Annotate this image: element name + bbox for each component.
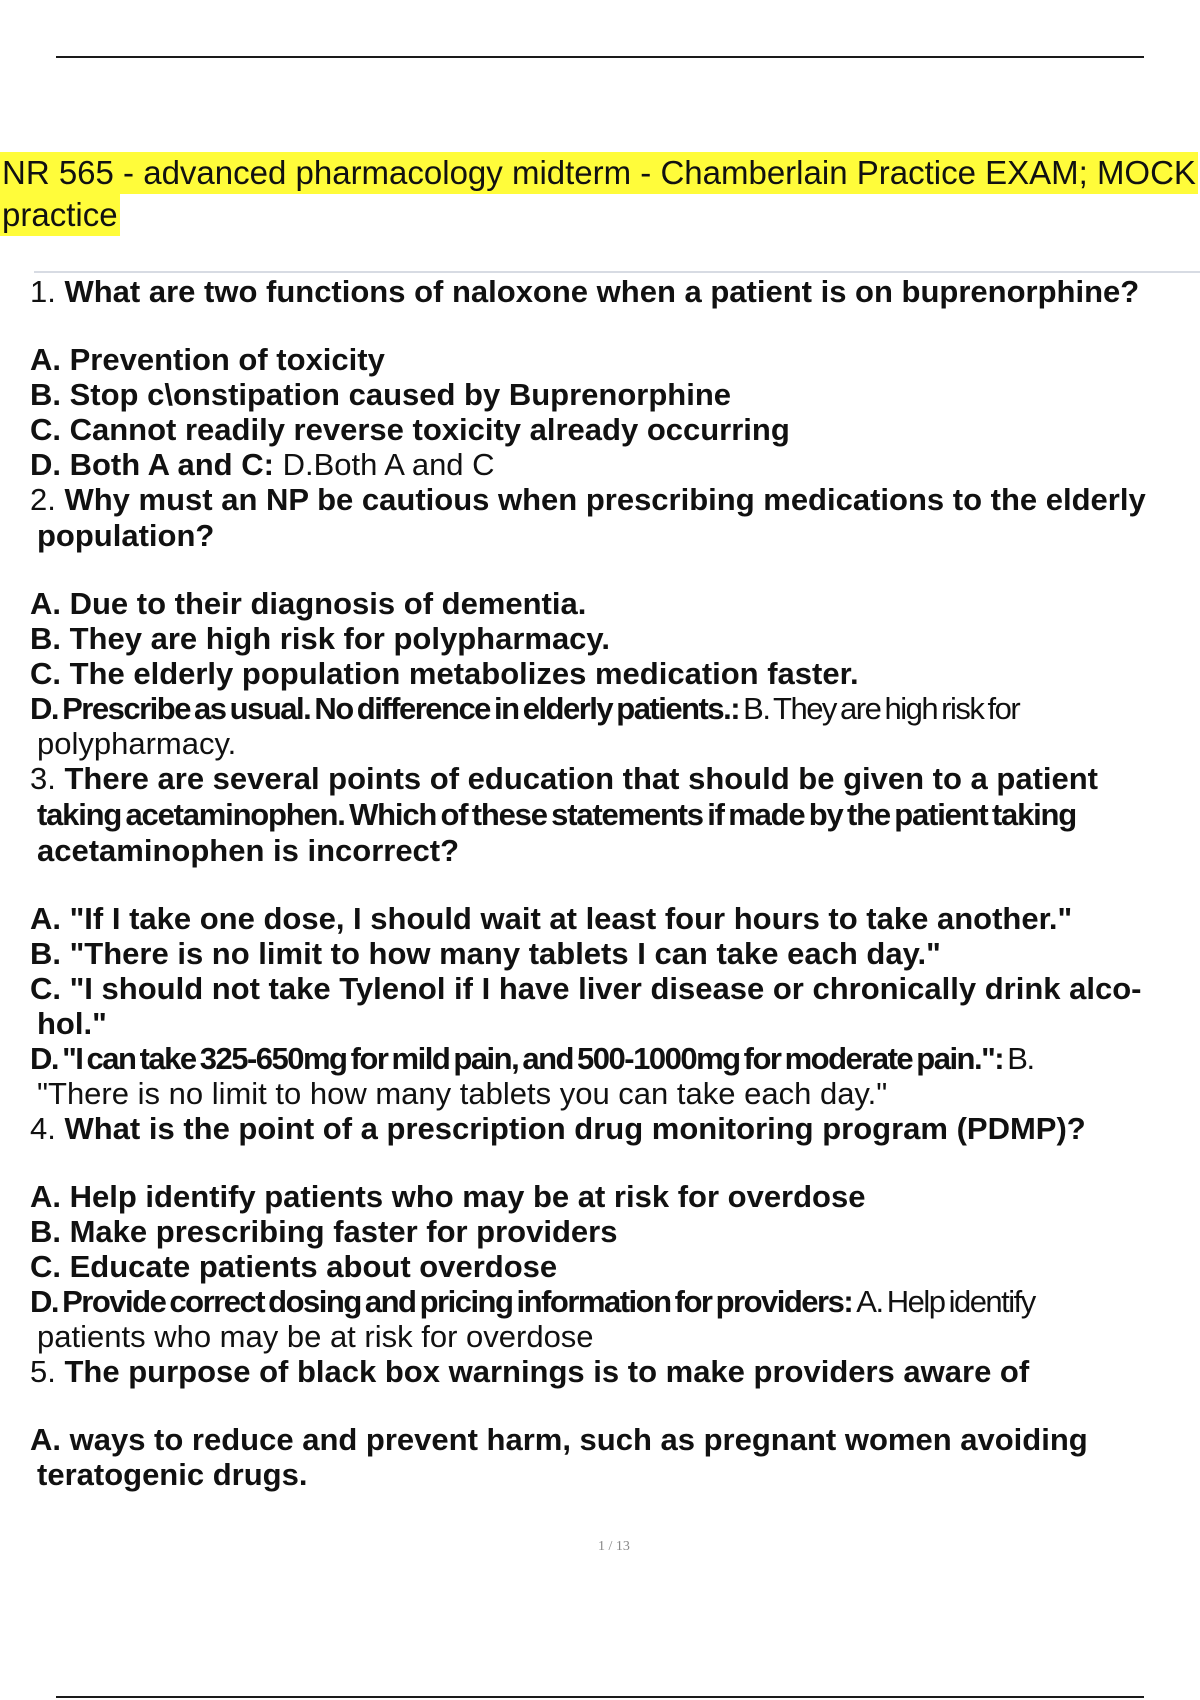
question-text-cont: acetaminophen is incorrect? — [37, 833, 460, 868]
question-number: 2. — [30, 482, 56, 517]
option-c: C. Educate patients about overdose — [30, 1249, 558, 1284]
answer-cont: patients who may be at risk for overdose — [37, 1319, 594, 1354]
answer: B. They are high risk for — [743, 691, 1020, 726]
question-text: 5. The purpose of black box warnings is to make providers aware of — [30, 1354, 1030, 1389]
option-a: A. ways to reduce and prevent harm, such as pregnant women avoiding — [30, 1422, 1088, 1457]
option-b: B. They are high risk for polypharmacy. — [30, 621, 610, 656]
question-4 — [30, 1111, 1180, 1354]
option-c: C. "I should not take Tylenol if I have liver disease or chronically drink alco- — [30, 971, 1142, 1006]
option-a: A. "If I take one dose, I should wait at least four hours to take another." — [30, 901, 1073, 936]
question-text: 1. What are two functions of naloxone when a patient is on buprenorphine? — [30, 274, 1140, 309]
question-list — [30, 274, 1180, 1492]
option-a: A. Due to their diagnosis of dementia. — [30, 586, 587, 621]
question-text: 3. There are several points of education that should be given to a patient — [30, 761, 1099, 796]
option-c: C. The elderly population metabolizes medication faster. — [30, 656, 859, 691]
question-1 — [30, 274, 1180, 482]
option-a-cont: teratogenic drugs. — [37, 1457, 308, 1492]
question-number: 1. — [30, 274, 56, 309]
question-text: 2. Why must an NP be cautious when prescribing medications to the elderly — [30, 482, 1146, 517]
option-a: A. Help identify patients who may be at risk for overdose — [30, 1179, 866, 1214]
page-number: 1 / 13 — [598, 1539, 630, 1554]
option-d: D. Provide correct dosing and pricing information for providers: A. Help identify — [30, 1284, 1035, 1319]
question-number: 4. — [30, 1111, 56, 1146]
answer: A. Help identify — [856, 1284, 1035, 1319]
question-text: 4. What is the point of a prescription drug monitoring program (PDMP)? — [30, 1111, 1086, 1146]
question-text-cont: population? — [37, 518, 215, 553]
title-line-1: NR 565 - advanced pharmacology midterm - Chamberlain Practice EXAM; MOCK — [0, 152, 1198, 194]
option-b: B. "There is no limit to how many tablets I can take each day." — [30, 936, 941, 971]
option-d: D. "I can take 325-650mg for mild pain, and 500-1000mg for moderate pain.": B. — [30, 1041, 1034, 1076]
question-3 — [30, 761, 1180, 1111]
answer-cont: "There is no limit to how many tablets you can take each day." — [37, 1076, 888, 1111]
title-line-2: practice — [0, 194, 120, 236]
option-b: B. Make prescribing faster for providers — [30, 1214, 618, 1249]
answer-cont: polypharmacy. — [37, 726, 237, 761]
option-d: D. Both A and C: D.Both A and C — [30, 447, 495, 482]
footer-rule — [56, 1696, 1144, 1698]
answer: B. — [1007, 1041, 1034, 1076]
option-b: B. Stop c\onstipation caused by Buprenorphine — [30, 377, 731, 412]
question-number: 5. — [30, 1354, 56, 1389]
question-text-cont: taking acetaminophen. Which of these statements if made by the patient taking — [37, 797, 1077, 832]
question-number: 3. — [30, 761, 56, 796]
question-5 — [30, 1354, 1180, 1492]
title-separator — [34, 271, 1200, 273]
option-d: D. Prescribe as usual. No difference in elderly patients.: B. They are high risk for — [30, 691, 1020, 726]
option-a: A. Prevention of toxicity — [30, 342, 385, 377]
option-c: C. Cannot readily reverse toxicity already occurring — [30, 412, 790, 447]
question-2 — [30, 482, 1180, 761]
option-c-cont: hol." — [37, 1006, 107, 1041]
document-title — [0, 152, 1200, 236]
header-rule — [56, 56, 1144, 58]
answer: D.Both A and C — [282, 447, 495, 482]
